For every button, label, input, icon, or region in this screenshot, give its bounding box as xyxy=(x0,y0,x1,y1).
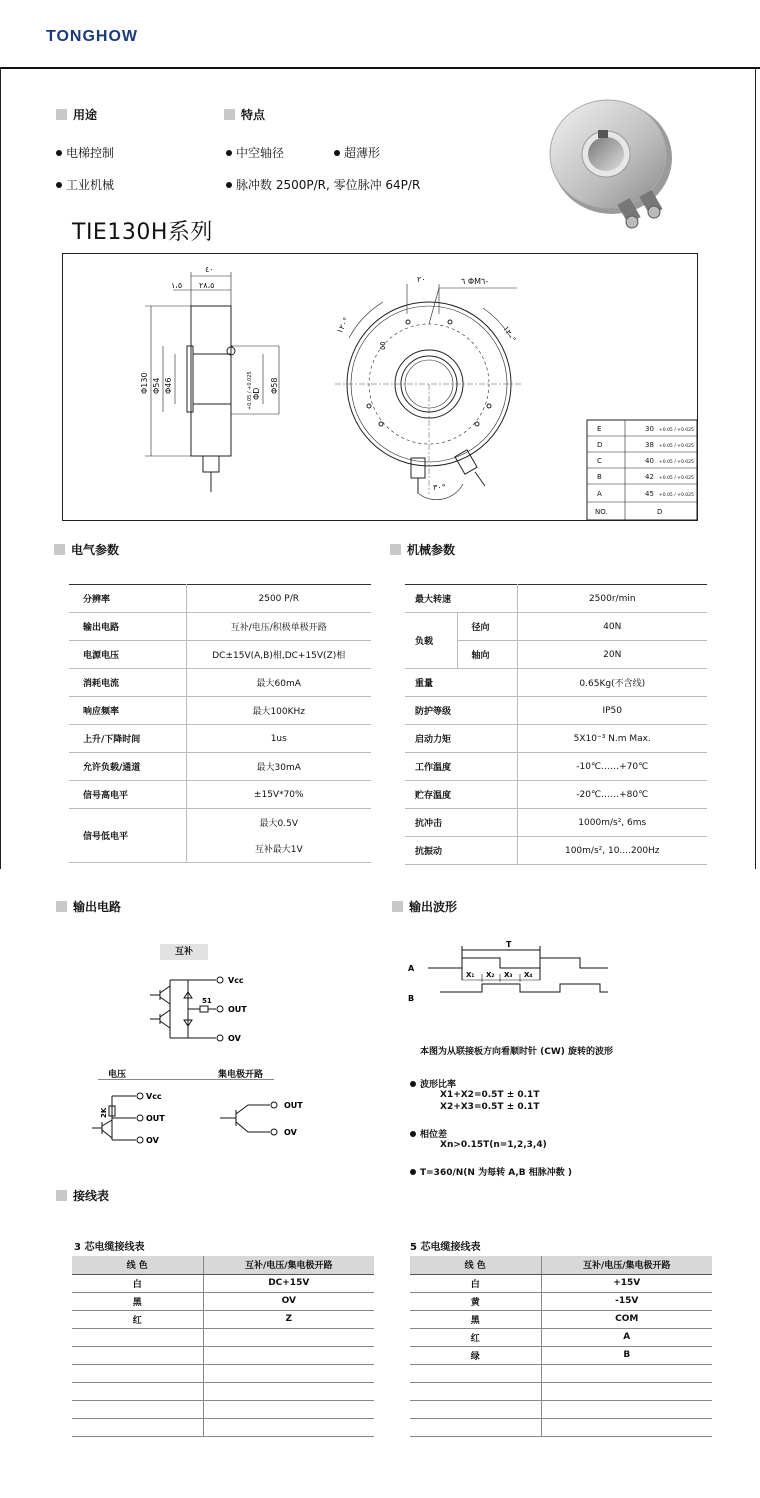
output-circuit-heading: 输出电路 xyxy=(56,898,121,915)
dim-front-top: ٢٠ xyxy=(417,275,426,284)
three-core-title: 3 芯电缆接线表 xyxy=(74,1242,145,1253)
dim-top: ٤٠ xyxy=(205,265,214,274)
wiring-heading: 接线表 xyxy=(56,1187,109,1204)
table-header-row: 线 色 互补/电压/集电极开路 xyxy=(72,1256,374,1274)
table-row: 红 Z xyxy=(72,1310,374,1328)
dim-d58: Φ58 xyxy=(270,377,279,394)
vcc-label: Vcc xyxy=(146,1092,162,1101)
table-row: 允许负载/通道 最大30mA xyxy=(69,753,371,781)
mechanical-table xyxy=(405,584,707,865)
product-photo xyxy=(540,96,680,242)
dim-dD: ΦD xyxy=(252,387,261,400)
vcc-label: Vcc xyxy=(228,976,244,985)
bullet-icon xyxy=(410,1169,416,1175)
usage-item: 电梯控制 xyxy=(56,144,114,161)
wave-x3-label: X₃ xyxy=(504,971,513,979)
mechanical-heading: 机械参数 xyxy=(390,541,455,558)
table-row: 响应频率 最大100KHz xyxy=(69,697,371,725)
dim-h: ٥٥ xyxy=(378,341,387,350)
dtable-no: E xyxy=(597,425,602,433)
dtable-d: 45 xyxy=(645,490,654,498)
square-icon xyxy=(56,1190,67,1201)
dim-d46: Φ46 xyxy=(164,377,173,394)
dim-tol: +0.05 / +0.025 xyxy=(247,371,253,410)
table-row xyxy=(72,1418,374,1436)
wave-a-label: A xyxy=(408,964,415,973)
dtable-d: 30 xyxy=(645,425,654,433)
dim-w1: ١،٥ xyxy=(171,281,183,290)
wave-t-label: T xyxy=(506,940,512,949)
waveform-caption: 本图为从联接板方向看顺时针 (CW) 旋转的波形 xyxy=(420,1047,614,1057)
dim-m6: ٦ ΦM٦- xyxy=(461,277,489,286)
dtable-d: 40 xyxy=(645,457,654,465)
wave-b-label: B xyxy=(408,994,415,1003)
table-row: 绿 B xyxy=(410,1346,712,1364)
voltage-label: 电压 xyxy=(108,1070,127,1080)
bullet-icon xyxy=(56,182,62,188)
table-row: 互补最大1V xyxy=(69,836,371,863)
dim-w2: ٢٨،٥ xyxy=(199,281,215,290)
dtable-tol: +0.05 / +0.025 xyxy=(659,493,694,498)
table-row xyxy=(410,1400,712,1418)
table-row: 重量 0.65Kg(不含线) xyxy=(405,669,707,697)
out-label: OUT xyxy=(146,1114,165,1123)
complementary-label: 互补 xyxy=(160,944,208,960)
dtable-foot-no: NO. xyxy=(595,508,608,516)
table-row: 输出电路 互补/电压/积极单极开路 xyxy=(69,613,371,641)
usage-item: 工业机械 xyxy=(56,176,114,193)
technical-drawing xyxy=(62,253,698,521)
square-icon xyxy=(56,901,67,912)
table-row: 防护等级 IP50 xyxy=(405,697,707,725)
open-collector-label: 集电极开路 xyxy=(218,1070,264,1080)
brand-logo: TONGHOW xyxy=(46,28,139,45)
table-header-row: 线 色 互补/电压/集电极开路 xyxy=(410,1256,712,1274)
square-icon xyxy=(54,544,65,555)
table-row: 信号高电平 ±15V*70% xyxy=(69,781,371,809)
right-border xyxy=(755,69,756,869)
ov-label: OV xyxy=(146,1136,159,1145)
open-collector-circuit xyxy=(214,1096,314,1146)
resistor-51-label: 51 xyxy=(202,997,212,1005)
table-row: 白 DC+15V xyxy=(72,1274,374,1292)
three-core-table xyxy=(72,1256,374,1437)
wave-x1-label: X₁ xyxy=(466,971,475,979)
dtable-no: C xyxy=(597,457,602,465)
table-row: 红 A xyxy=(410,1328,712,1346)
square-icon xyxy=(392,901,403,912)
table-row xyxy=(72,1364,374,1382)
out-label: OUT xyxy=(228,1005,247,1014)
drawing-svg xyxy=(63,254,697,520)
dim-d130: Φ130 xyxy=(140,372,149,394)
dim-angle2: ١٢٠° xyxy=(501,324,518,344)
table-row xyxy=(72,1328,374,1346)
table-row xyxy=(410,1364,712,1382)
trait-item: 超薄形 xyxy=(334,144,380,161)
voltage-circuit xyxy=(90,1086,170,1150)
bullet-icon xyxy=(226,150,232,156)
series-title: TIE130H系列 xyxy=(72,220,213,245)
wave-x4-label: X₄ xyxy=(524,971,533,979)
waveform-diagram xyxy=(404,936,618,1008)
table-row xyxy=(410,1382,712,1400)
table-row: 轴向 20N xyxy=(405,641,707,669)
table-row: 白 +15V xyxy=(410,1274,712,1292)
table-row: 上升/下降时间 1us xyxy=(69,725,371,753)
table-row: 分辨率 2500 P/R xyxy=(69,585,371,613)
dtable-tol: +0.05 / +0.025 xyxy=(659,444,694,449)
table-row: 黑 OV xyxy=(72,1292,374,1310)
square-icon xyxy=(224,109,235,120)
table-row: 工作温度 -10℃……+70℃ xyxy=(405,753,707,781)
bullet-icon xyxy=(334,150,340,156)
table-row: 黑 COM xyxy=(410,1310,712,1328)
trait-item: 脉冲数 2500P/R, 零位脉冲 64P/R xyxy=(226,176,420,193)
table-row xyxy=(72,1346,374,1364)
table-row: 启动力矩 5X10⁻³ N.m Max. xyxy=(405,725,707,753)
wave-x2-label: X₂ xyxy=(486,971,495,979)
square-icon xyxy=(56,109,67,120)
dtable-no: B xyxy=(597,473,602,481)
table-row: 黄 -15V xyxy=(410,1292,712,1310)
left-border xyxy=(0,69,1,869)
dtable-no: D xyxy=(597,441,603,449)
bullet-icon xyxy=(410,1081,416,1087)
header-divider xyxy=(0,67,760,69)
table-row xyxy=(410,1418,712,1436)
out-label: OUT xyxy=(284,1101,303,1110)
dtable-tol: +0.05 / +0.025 xyxy=(659,428,694,433)
dtable-no: A xyxy=(597,490,602,498)
bullet-icon xyxy=(410,1131,416,1137)
dim-angle1: ١٢٠° xyxy=(334,315,352,335)
dim-angle3: ٣٠° xyxy=(433,483,446,492)
t-formula: T=360/N(N 为每转 A,B 相脉冲数 ) xyxy=(410,1165,572,1178)
bullet-icon xyxy=(226,182,232,188)
table-row: 消耗电流 最大60mA xyxy=(69,669,371,697)
table-row: 贮存温度 -20℃……+80℃ xyxy=(405,781,707,809)
square-icon xyxy=(390,544,401,555)
table-row: 抗振动 100m/s², 10....200Hz xyxy=(405,837,707,865)
dtable-foot-d: D xyxy=(657,508,663,516)
table-row xyxy=(72,1382,374,1400)
dtable-tol: +0.05 / +0.025 xyxy=(659,460,694,465)
dtable-d: 42 xyxy=(645,473,654,481)
five-core-table xyxy=(410,1256,712,1437)
waveform-heading: 输出波形 xyxy=(392,898,457,915)
trait-item: 中空轴径 xyxy=(226,144,284,161)
resistor-2k-label: 2K xyxy=(100,1107,108,1118)
ratio-line-2: X2+X3=0.5T ± 0.1T xyxy=(440,1102,540,1112)
dtable-d: 38 xyxy=(645,441,654,449)
usage-heading: 用途 xyxy=(56,106,97,123)
table-row: 负载 径向 40N xyxy=(405,613,707,641)
table-row xyxy=(72,1400,374,1418)
ratio-title: 波形比率 xyxy=(410,1077,456,1090)
complementary-circuit xyxy=(140,966,260,1046)
table-row: 最大转速 2500r/min xyxy=(405,585,707,613)
traits-heading: 特点 xyxy=(224,106,265,123)
table-row: 电源电压 DC±15V(A,B)相,DC+15V(Z)相 xyxy=(69,641,371,669)
table-row: 抗冲击 1000m/s², 6ms xyxy=(405,809,707,837)
five-core-title: 5 芯电缆接线表 xyxy=(410,1242,481,1253)
table-row: 信号低电平 最大0.5V xyxy=(69,809,371,836)
phase-title: 相位差 xyxy=(410,1127,447,1140)
electrical-table xyxy=(69,584,371,863)
phase-line: Xn>0.15T(n=1,2,3,4) xyxy=(440,1140,547,1150)
bullet-icon xyxy=(56,150,62,156)
dim-d54: Φ54 xyxy=(152,377,161,394)
ov-label: OV xyxy=(284,1128,297,1137)
ratio-line-1: X1+X2=0.5T ± 0.1T xyxy=(440,1090,540,1100)
ov-label: OV xyxy=(228,1034,241,1043)
electrical-heading: 电气参数 xyxy=(54,541,119,558)
dtable-tol: +0.05 / +0.025 xyxy=(659,476,694,481)
